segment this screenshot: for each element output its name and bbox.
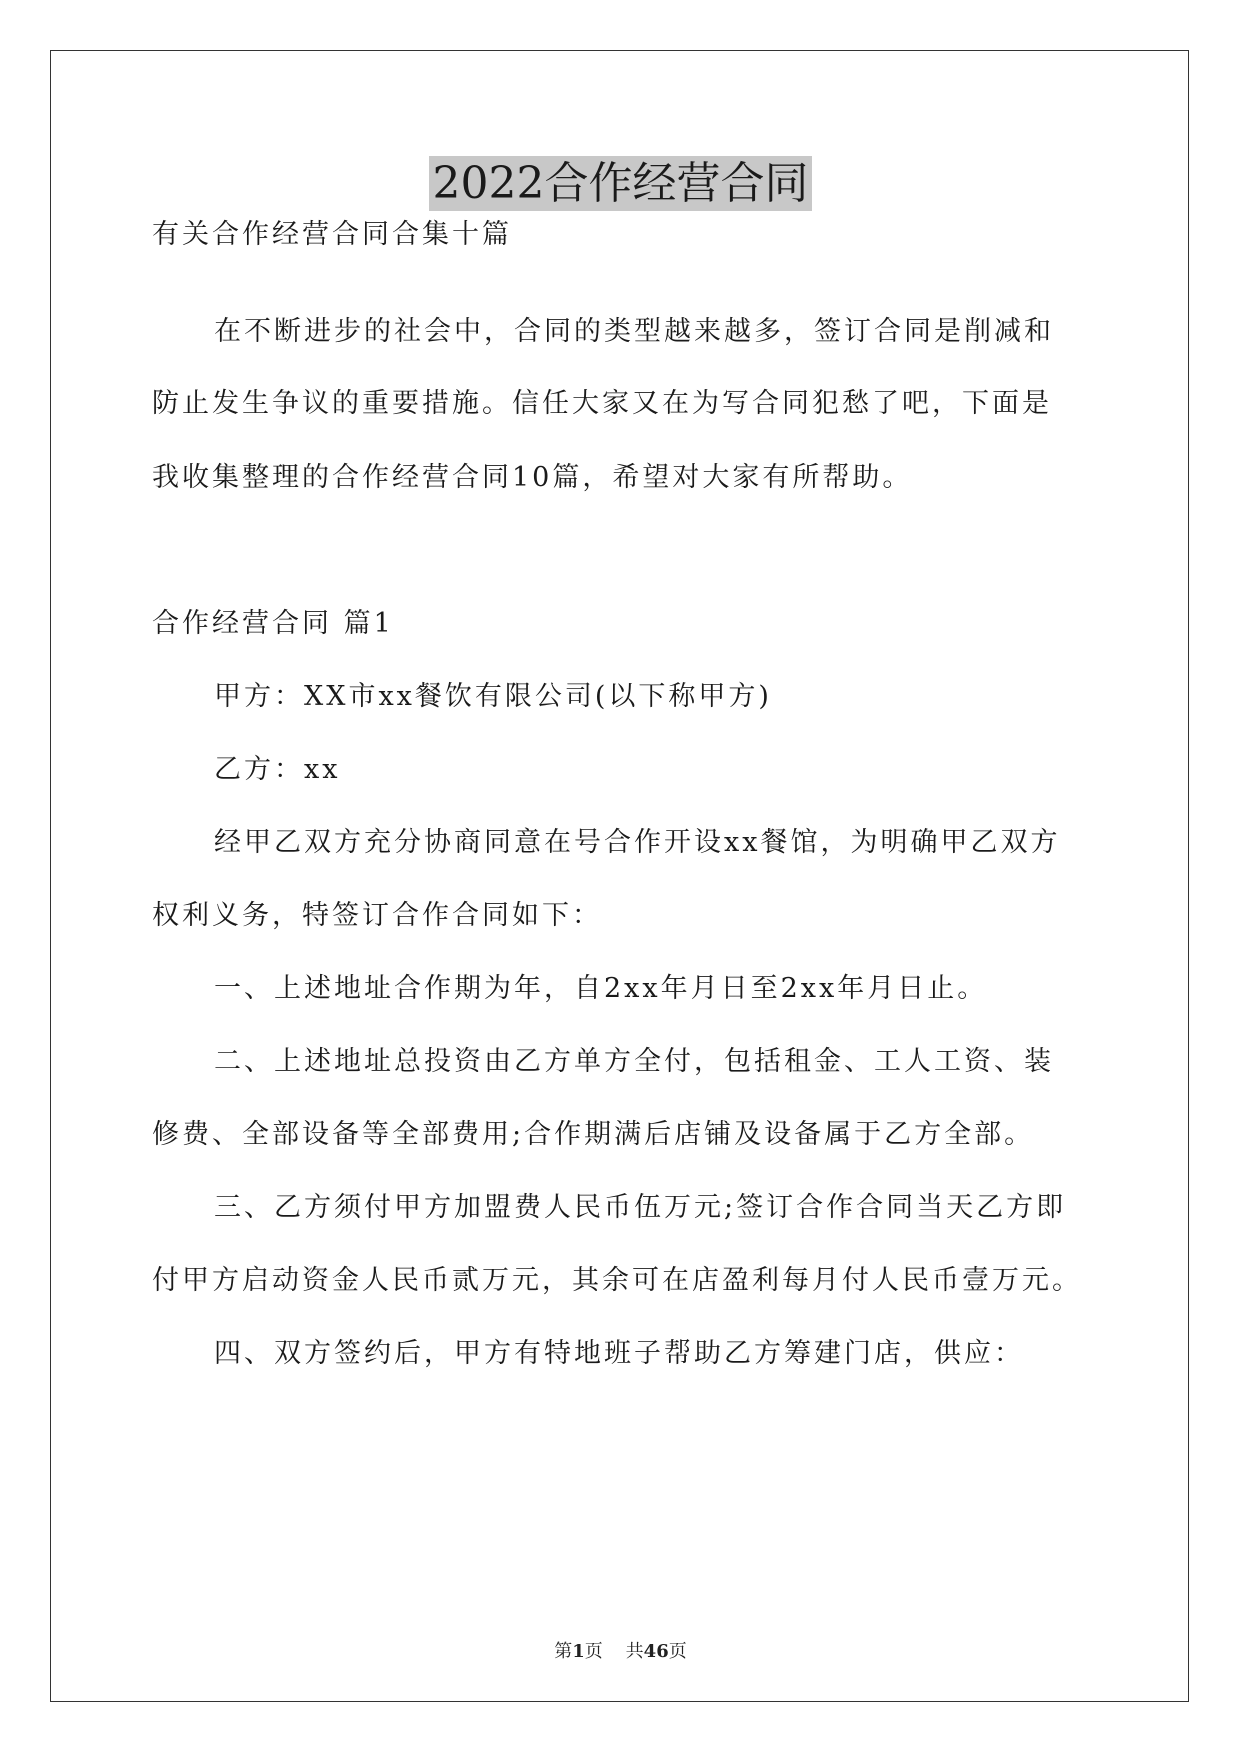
footer-suffix: 页	[668, 1641, 687, 1662]
party-a-line: 甲方：XX市xx餐饮有限公司(以下称甲方)	[214, 681, 772, 712]
footer-prefix: 第	[554, 1641, 573, 1662]
body-line-1: 经甲乙双方充分协商同意在号合作开设xx餐馆，为明确甲乙双方	[214, 827, 1061, 858]
body-line-4: 二、上述地址总投资由乙方单方全付，包括租金、工人工资、装	[214, 1046, 1054, 1077]
body-line-7: 付甲方启动资金人民币贰万元，其余可在店盈利每月付人民币壹万元。	[152, 1265, 1082, 1296]
section-heading: 合作经营合同 篇1	[152, 608, 394, 639]
subtitle: 有关合作经营合同合集十篇	[152, 219, 512, 250]
document-title-text: 2022合作经营合同	[429, 156, 813, 211]
body-line-5: 修费、全部设备等全部费用;合作期满后店铺及设备属于乙方全部。	[152, 1119, 1035, 1150]
intro-line-1: 在不断进步的社会中，合同的类型越来越多，签订合同是削减和	[214, 316, 1054, 347]
footer-current-page: 1	[572, 1641, 585, 1662]
footer-total-pages: 46	[643, 1641, 669, 1662]
page-border	[50, 50, 1189, 1702]
intro-line-2: 防止发生争议的重要措施。信任大家又在为写合同犯愁了吧，下面是	[152, 388, 1052, 419]
body-line-8: 四、双方签约后，甲方有特地班子帮助乙方筹建门店，供应：	[214, 1338, 1024, 1369]
body-line-2: 权利义务，特签订合作合同如下：	[152, 900, 602, 931]
party-b-line: 乙方：xx	[214, 754, 341, 785]
footer-mid: 页 共	[584, 1641, 644, 1662]
document-title	[0, 152, 1241, 216]
body-line-3: 一、上述地址合作期为年，自2xx年月日至2xx年月日止。	[214, 973, 988, 1004]
page-footer	[0, 1637, 1241, 1663]
body-line-6: 三、乙方须付甲方加盟费人民币伍万元;签订合作合同当天乙方即	[214, 1192, 1067, 1223]
intro-line-3: 我收集整理的合作经营合同10篇，希望对大家有所帮助。	[152, 462, 913, 493]
